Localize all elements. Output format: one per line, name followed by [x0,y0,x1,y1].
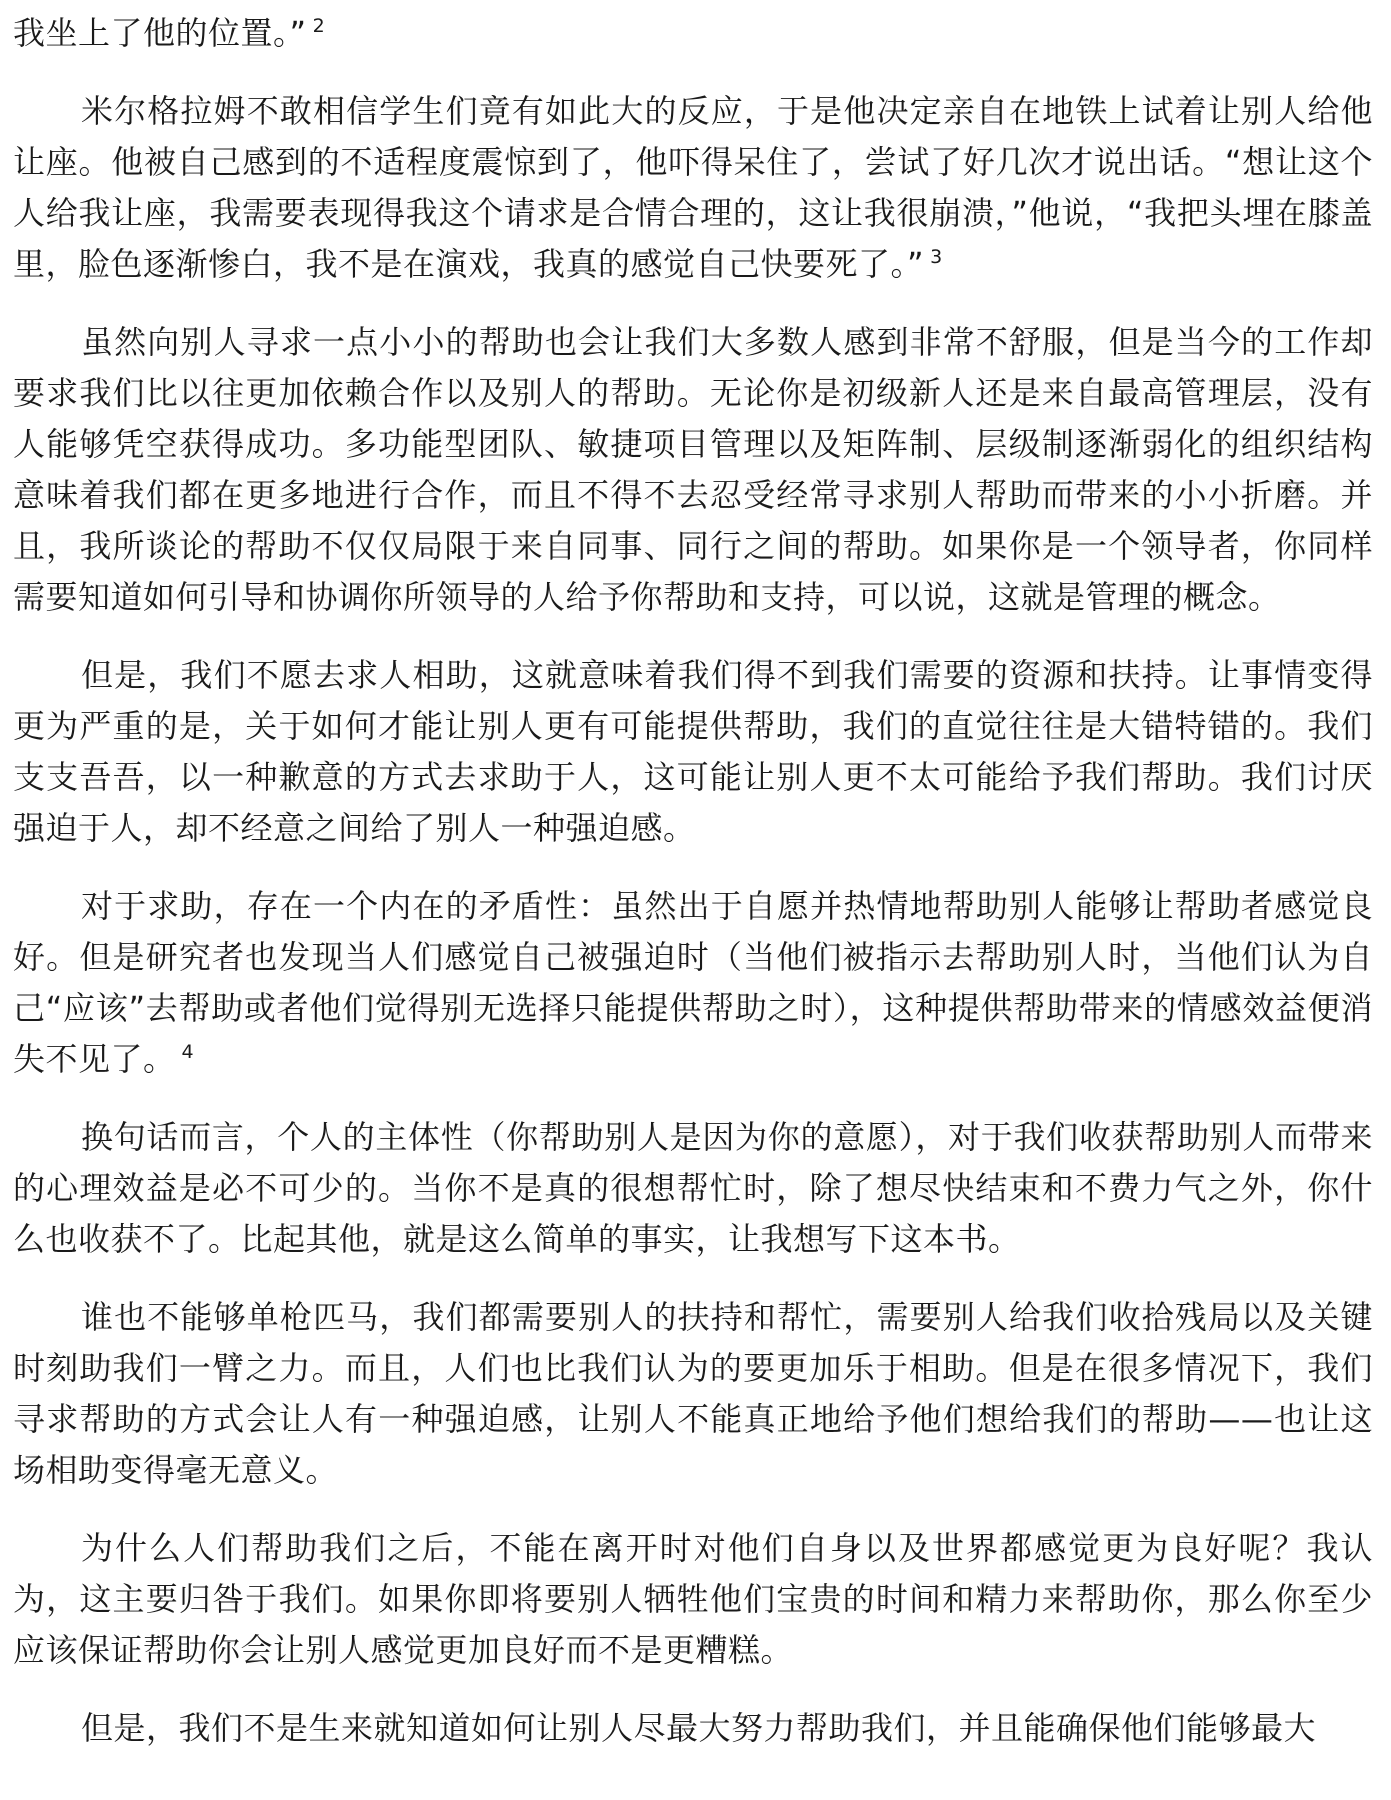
paragraph-4 [13,650,1373,854]
paragraph-text: 虽然向别人寻求一点小小的帮助也会让我们大多数人感到非常不舒服，但是当今的工作却要求我们比以往更加依赖合作以及别人的帮助。无论你是初级新人还是来自最高管理层，没有人能够凭空获得成功。多功能型团队、敏捷项目管理以及矩阵制、层级制逐渐弱化的组织结构意味着我们都在更多地进行合作，而且不得不去忍受经常寻求别人帮助而带来的小小折磨。并且，我所谈论的帮助不仅仅局限于来自同事、同行之间的帮助。如果你是一个领导者，你同样需要知道如何引导和协调你所领导的人给予你帮助和支持，可以说，这就是管理的概念。 [13,323,1373,616]
paragraph-text: 但是，我们不愿去求人相助，这就意味着我们得不到我们需要的资源和扶持。让事情变得更为严重的是，关于如何才能让别人更有可能提供帮助，我们的直觉往往是大错特错的。我们支支吾吾，以一种歉意的方式去求助于人，这可能让别人更不太可能给予我们帮助。我们讨厌强迫于人，却不经意之间给了别人一种强迫感。 [13,656,1373,847]
paragraph-text: 对于求助，存在一个内在的矛盾性：虽然出于自愿并热情地帮助别人能够让帮助者感觉良好。但是研究者也发现当人们感觉自己被强迫时（当他们被指示去帮助别人时，当他们认为自己“应该”去帮助或者他们觉得别无选择只能提供帮助之时），这种提供帮助带来的情感效益便消失不见了。 [13,887,1373,1078]
paragraph-text: 米尔格拉姆不敢相信学生们竟有如此大的反应，于是他决定亲自在地铁上试着让别人给他让座。他被自己感到的不适程度震惊到了，他吓得呆住了，尝试了好几次才说出话。“想让这个人给我让座，我需要表现得我这个请求是合情合理的，这让我很崩溃，”他说，“我把头埋在膝盖里，脸色逐渐惨白，我不是在演戏，我真的感觉自己快要死了。” [13,92,1373,283]
paragraph-7 [13,1292,1373,1496]
footnote-marker[interactable]: 3 [930,246,943,269]
paragraph-8 [13,1523,1373,1676]
footnote-marker[interactable]: 4 [181,1041,195,1064]
paragraph-text: 为什么人们帮助我们之后，不能在离开时对他们自身以及世界都感觉更为良好呢？我认为，这主要归咎于我们。如果你即将要别人牺牲他们宝贵的时间和精力来帮助你，那么你至少应该保证帮助你会让别人感觉更加良好而不是更糟糕。 [13,1529,1373,1669]
paragraph-1 [13,8,1373,59]
paragraph-5 [13,881,1373,1085]
paragraph-text: 我坐上了他的位置。” [13,14,307,52]
footnote-marker[interactable]: 2 [312,15,326,38]
paragraph-2 [13,86,1373,290]
paragraph-3 [13,317,1373,623]
paragraph-9 [13,1703,1373,1754]
paragraph-text: 但是，我们不是生来就知道如何让别人尽最大努力帮助我们，并且能确保他们能够最大 [81,1709,1317,1747]
paragraph-6 [13,1112,1373,1265]
paragraph-text: 换句话而言，个人的主体性（你帮助别人是因为你的意愿），对于我们收获帮助别人而带来的心理效益是必不可少的。当你不是真的很想帮忙时，除了想尽快结束和不费力气之外，你什么也收获不了。比起其他，就是这么简单的事实，让我想写下这本书。 [13,1118,1373,1258]
document-page [13,8,1373,1781]
paragraph-text: 谁也不能够单枪匹马，我们都需要别人的扶持和帮忙，需要别人给我们收拾残局以及关键时刻助我们一臂之力。而且，人们也比我们认为的要更加乐于相助。但是在很多情况下，我们寻求帮助的方式会让人有一种强迫感，让别人不能真正地给予他们想给我们的帮助——也让这场相助变得毫无意义。 [13,1298,1373,1489]
